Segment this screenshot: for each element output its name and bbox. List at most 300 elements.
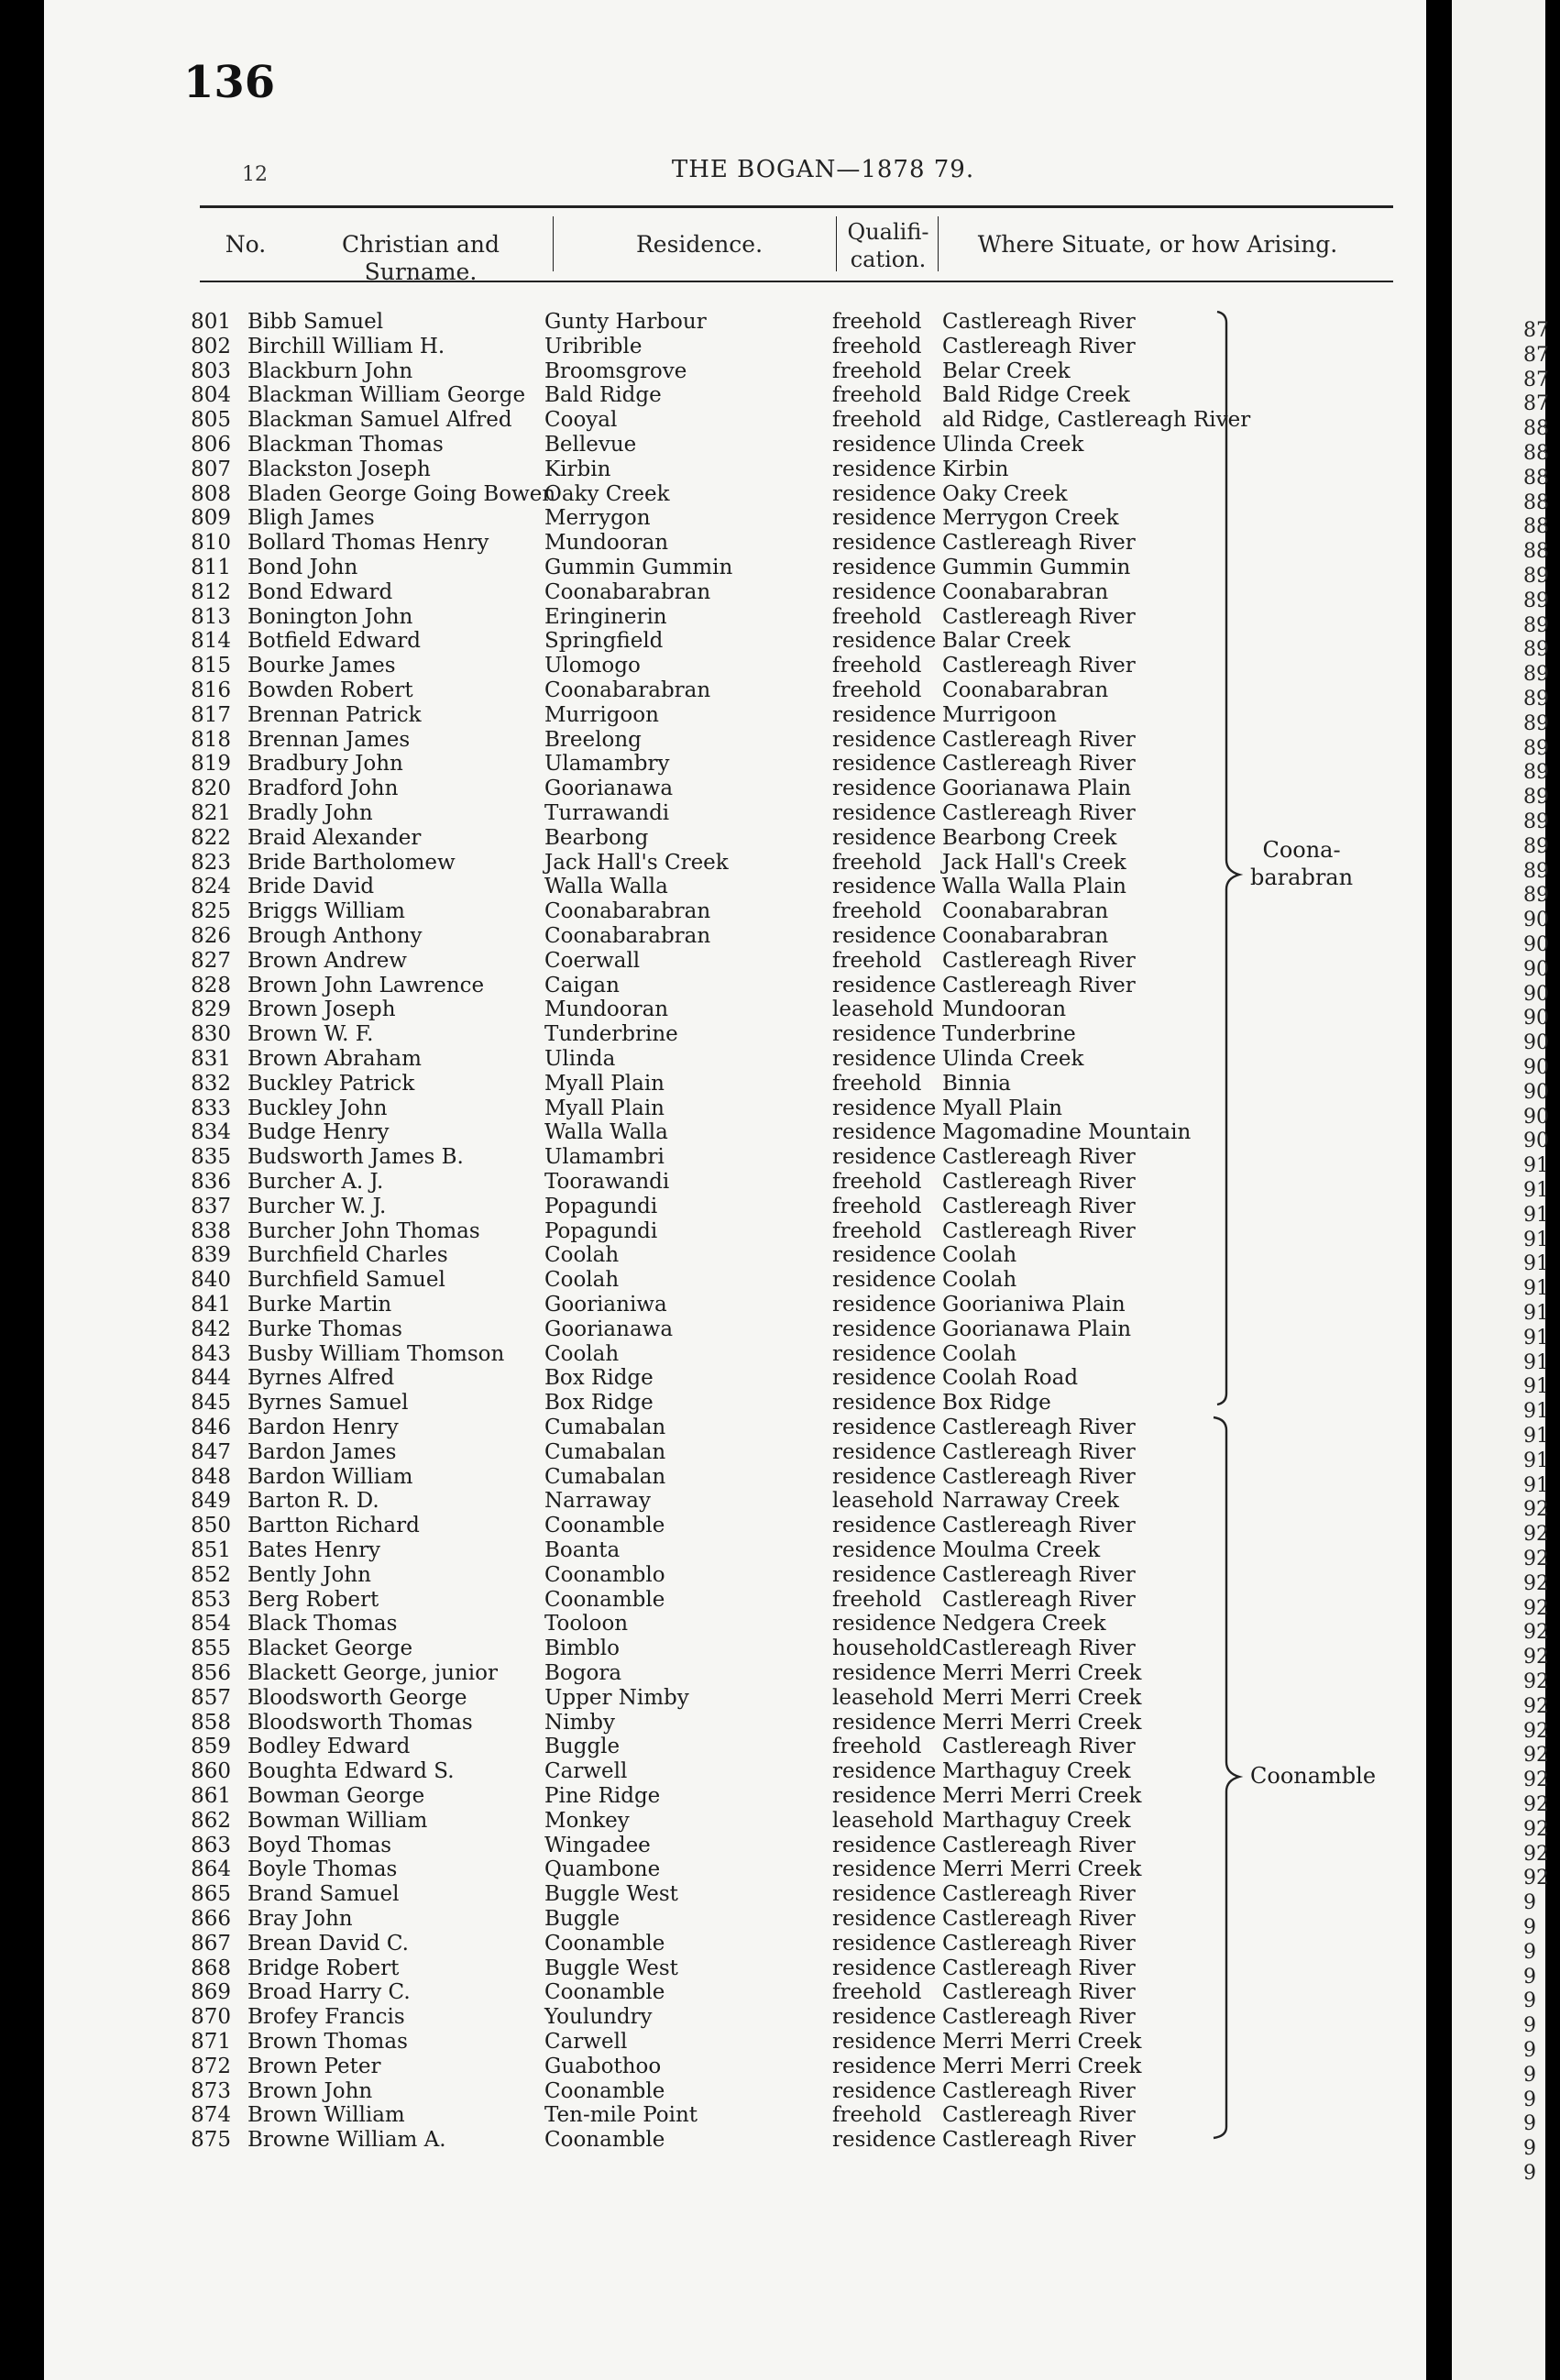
entry-number: 873 bbox=[191, 2078, 231, 2103]
entry-where-situate: Myall Plain bbox=[942, 1096, 1062, 1120]
district-bracket-coonamble bbox=[1214, 1417, 1239, 2138]
entry-where-situate: Nedgera Creek bbox=[942, 1612, 1106, 1636]
entry-number: 872 bbox=[191, 2054, 231, 2078]
entry-name: Bladen George Going Bowen bbox=[247, 481, 556, 506]
entry-qualification: residence bbox=[832, 1341, 937, 1366]
adjacent-page-number: 92 bbox=[1523, 1498, 1549, 1522]
adjacent-page-number: 9 bbox=[1523, 2137, 1536, 2161]
entry-number: 843 bbox=[191, 1341, 231, 1366]
entry-residence: Bald Ridge bbox=[544, 383, 662, 408]
entry-residence: Goorianawa bbox=[544, 1317, 674, 1341]
entry-residence: Coonabarabran bbox=[544, 678, 711, 702]
entry-where-situate: Goorianiwa Plain bbox=[942, 1293, 1126, 1317]
entry-name: Byrnes Samuel bbox=[247, 1391, 409, 1416]
entry-where-situate: Castlereagh River bbox=[942, 1194, 1136, 1218]
entry-name: Blackburn John bbox=[247, 358, 413, 383]
entry-qualification: residence bbox=[832, 1931, 937, 1956]
entry-qualification: freehold bbox=[832, 1170, 922, 1194]
entry-number: 857 bbox=[191, 1685, 231, 1710]
entry-number: 830 bbox=[191, 1022, 231, 1047]
entry-qualification: residence bbox=[832, 1956, 937, 1980]
adjacent-page-number: 88 bbox=[1523, 417, 1549, 441]
entry-number: 816 bbox=[191, 678, 231, 702]
entry-qualification: residence bbox=[832, 457, 937, 481]
entry-qualification: residence bbox=[832, 2078, 937, 2103]
entry-residence: Coonamble bbox=[544, 2078, 665, 2103]
entry-residence: Quambone bbox=[544, 1857, 661, 1882]
entry-name: Brough Anthony bbox=[247, 924, 423, 948]
entry-name: Brofey Francis bbox=[247, 2005, 405, 2030]
column-header-where: Where Situate, or how Arising. bbox=[977, 231, 1338, 258]
entry-where-situate: Binnia bbox=[942, 1071, 1011, 1096]
entry-residence: Carwell bbox=[544, 1759, 628, 1784]
entry-where-situate: ald Ridge, Castlereagh River bbox=[942, 408, 1251, 433]
entry-name: Broad Harry C. bbox=[247, 1980, 411, 2005]
entry-residence: Bearbong bbox=[544, 825, 649, 850]
entry-name: Bond John bbox=[247, 556, 358, 579]
entry-residence: Buggle bbox=[544, 1907, 621, 1931]
entry-residence: Cumabalan bbox=[544, 1416, 666, 1439]
entry-name: Bradly John bbox=[247, 801, 373, 825]
entry-qualification: residence bbox=[832, 1391, 937, 1416]
entry-name: Buckley Patrick bbox=[247, 1071, 415, 1096]
adjacent-page-number: 90 bbox=[1523, 909, 1549, 932]
entry-name: Bourke James bbox=[247, 654, 396, 678]
entry-where-situate: Moulma Creek bbox=[942, 1538, 1101, 1562]
adjacent-page-number: 9 bbox=[1523, 2063, 1536, 2087]
adjacent-page-number: 9 bbox=[1523, 1916, 1536, 1939]
entry-qualification: residence bbox=[832, 1759, 937, 1784]
adjacent-page-number: 92 bbox=[1523, 1621, 1549, 1645]
entry-name: Brown John Lawrence bbox=[247, 973, 485, 997]
adjacent-page-number: 89 bbox=[1523, 663, 1549, 687]
entry-where-situate: Castlereagh River bbox=[942, 2128, 1136, 2153]
entry-qualification: freehold bbox=[832, 310, 922, 334]
entry-name: Brown Abraham bbox=[247, 1047, 422, 1071]
adjacent-page-number: 88 bbox=[1523, 540, 1549, 564]
entry-number: 868 bbox=[191, 1956, 231, 1980]
entry-where-situate: Castlereagh River bbox=[942, 1882, 1136, 1907]
entry-qualification: residence bbox=[832, 825, 937, 850]
adjacent-page-number: 87 bbox=[1523, 343, 1549, 367]
entry-residence: Springfield bbox=[544, 629, 664, 654]
entry-number: 840 bbox=[191, 1268, 231, 1293]
entry-qualification: residence bbox=[832, 2030, 937, 2054]
entry-name: Brown W. F. bbox=[247, 1022, 374, 1047]
entry-name: Burchfield Charles bbox=[247, 1243, 448, 1268]
entry-name: Bowman George bbox=[247, 1784, 425, 1808]
entry-qualification: freehold bbox=[832, 899, 922, 924]
entry-name: Botfield Edward bbox=[247, 629, 421, 654]
entry-residence: Coonamblo bbox=[544, 1562, 665, 1587]
entry-name: Bardon Henry bbox=[247, 1416, 399, 1439]
entry-name: Burcher W. J. bbox=[247, 1194, 387, 1218]
entry-where-situate: Bearbong Creek bbox=[942, 825, 1117, 850]
adjacent-page-number: 92 bbox=[1523, 1670, 1549, 1693]
entry-qualification: residence bbox=[832, 1268, 937, 1293]
page-number: 136 bbox=[183, 57, 276, 108]
adjacent-page-number: 9 bbox=[1523, 1891, 1536, 1915]
entry-qualification: freehold bbox=[832, 2103, 922, 2128]
entry-residence: Myall Plain bbox=[544, 1071, 665, 1096]
entry-qualification: household bbox=[832, 1636, 942, 1661]
adjacent-page-number: 92 bbox=[1523, 1744, 1549, 1768]
entry-number: 871 bbox=[191, 2030, 231, 2054]
adjacent-page-number: 92 bbox=[1523, 1596, 1549, 1620]
entry-qualification: residence bbox=[832, 973, 937, 997]
entry-name: Burcher A. J. bbox=[247, 1170, 384, 1194]
entry-where-situate: Belar Creek bbox=[942, 358, 1071, 383]
entry-number: 837 bbox=[191, 1194, 231, 1218]
entry-residence: Ulamambry bbox=[544, 752, 670, 777]
adjacent-page-number: 9 bbox=[1523, 2014, 1536, 2038]
entry-where-situate: Coonabarabran bbox=[942, 579, 1109, 604]
entry-number: 827 bbox=[191, 948, 231, 973]
entry-where-situate: Merri Merri Creek bbox=[942, 1685, 1142, 1710]
entry-number: 870 bbox=[191, 2005, 231, 2030]
entry-residence: Turrawandi bbox=[544, 801, 670, 825]
entry-name: Bibb Samuel bbox=[247, 310, 384, 334]
entry-name: Bollard Thomas Henry bbox=[247, 531, 489, 556]
entry-where-situate: Castlereagh River bbox=[942, 752, 1136, 777]
entry-where-situate: Castlereagh River bbox=[942, 948, 1136, 973]
entry-where-situate: Merri Merri Creek bbox=[942, 1661, 1142, 1685]
adjacent-page-number: 89 bbox=[1523, 589, 1549, 612]
entry-number: 828 bbox=[191, 973, 231, 997]
entry-number: 806 bbox=[191, 433, 231, 457]
entry-number: 817 bbox=[191, 702, 231, 727]
entry-number: 819 bbox=[191, 752, 231, 777]
entry-qualification: residence bbox=[832, 777, 937, 801]
adjacent-page-number: 87 bbox=[1523, 319, 1549, 342]
entry-where-situate: Jack Hall's Creek bbox=[942, 850, 1126, 875]
entry-where-situate: Marthaguy Creek bbox=[942, 1759, 1131, 1784]
entry-name: Bradbury John bbox=[247, 752, 403, 777]
entry-qualification: leasehold bbox=[832, 997, 934, 1022]
adjacent-page-number: 89 bbox=[1523, 786, 1549, 810]
entry-number: 823 bbox=[191, 850, 231, 875]
entry-number: 824 bbox=[191, 875, 231, 899]
adjacent-page-number: 9 bbox=[1523, 2088, 1536, 2111]
entry-where-situate: Castlereagh River bbox=[942, 1980, 1136, 2005]
entry-residence: Coonabarabran bbox=[544, 899, 711, 924]
adjacent-page-number: 92 bbox=[1523, 1719, 1549, 1743]
entry-number: 826 bbox=[191, 924, 231, 948]
entry-where-situate: Castlereagh River bbox=[942, 1956, 1136, 1980]
entry-name: Boughta Edward S. bbox=[247, 1759, 455, 1784]
entry-where-situate: Merrygon Creek bbox=[942, 506, 1119, 531]
entry-where-situate: Castlereagh River bbox=[942, 531, 1136, 556]
entry-qualification: residence bbox=[832, 556, 937, 579]
entry-residence: Bogora bbox=[544, 1661, 622, 1685]
entry-number: 833 bbox=[191, 1096, 231, 1120]
entry-qualification: residence bbox=[832, 1464, 937, 1489]
entry-residence: Tooloon bbox=[544, 1612, 629, 1636]
entry-qualification: residence bbox=[832, 1145, 937, 1170]
entry-where-situate: Merri Merri Creek bbox=[942, 1857, 1142, 1882]
entry-qualification: residence bbox=[832, 1416, 937, 1439]
entry-name: Bonington John bbox=[247, 604, 413, 629]
entry-name: Busby William Thomson bbox=[247, 1341, 505, 1366]
entry-number: 822 bbox=[191, 825, 231, 850]
entry-where-situate: Castlereagh River bbox=[942, 1587, 1136, 1612]
entry-number: 834 bbox=[191, 1120, 231, 1145]
adjacent-page-number: 89 bbox=[1523, 565, 1549, 588]
entry-qualification: residence bbox=[832, 579, 937, 604]
entry-where-situate: Castlereagh River bbox=[942, 1636, 1136, 1661]
adjacent-page-number: 92 bbox=[1523, 1571, 1549, 1595]
adjacent-page-number: 92 bbox=[1523, 1523, 1549, 1547]
entry-number: 810 bbox=[191, 531, 231, 556]
entry-qualification: residence bbox=[832, 1907, 937, 1931]
entry-residence: Wingadee bbox=[544, 1833, 651, 1857]
adjacent-page-number: 91 bbox=[1523, 1252, 1549, 1276]
adjacent-page-number: 91 bbox=[1523, 1375, 1549, 1399]
entry-number: 854 bbox=[191, 1612, 231, 1636]
adjacent-page-number: 92 bbox=[1523, 1793, 1549, 1816]
entry-residence: Eringinerin bbox=[544, 604, 667, 629]
column-header-name: Christian and Surname. bbox=[341, 231, 500, 285]
entry-qualification: residence bbox=[832, 1882, 937, 1907]
entry-name: Bloodsworth George bbox=[247, 1685, 467, 1710]
entry-name: Brown Thomas bbox=[247, 2030, 408, 2054]
entry-where-situate: Castlereagh River bbox=[942, 801, 1136, 825]
entry-where-situate: Castlereagh River bbox=[942, 1218, 1136, 1243]
entry-name: Budsworth James B. bbox=[247, 1145, 464, 1170]
entry-qualification: residence bbox=[832, 1784, 937, 1808]
entry-residence: Youlundry bbox=[544, 2005, 653, 2030]
adjacent-page-number: 90 bbox=[1523, 933, 1549, 956]
adjacent-page-number: 90 bbox=[1523, 1080, 1549, 1104]
adjacent-page-number: 92 bbox=[1523, 1548, 1549, 1570]
entry-qualification: residence bbox=[832, 1366, 937, 1391]
entry-number: 874 bbox=[191, 2103, 231, 2128]
entry-name: Brennan Patrick bbox=[247, 702, 422, 727]
entry-qualification: residence bbox=[832, 1538, 937, 1562]
entry-where-situate: Castlereagh River bbox=[942, 1833, 1136, 1857]
entry-where-situate: Coonabarabran bbox=[942, 924, 1109, 948]
entry-name: Bowman William bbox=[247, 1808, 428, 1833]
entry-residence: Coolah bbox=[544, 1341, 620, 1366]
entry-where-situate: Merri Merri Creek bbox=[942, 1784, 1142, 1808]
entry-residence: Ten-mile Point bbox=[544, 2103, 698, 2128]
entry-name: Bartton Richard bbox=[247, 1514, 420, 1538]
entry-qualification: freehold bbox=[832, 678, 922, 702]
adjacent-page-number: 9 bbox=[1523, 2039, 1536, 2062]
entry-name: Braid Alexander bbox=[247, 825, 422, 850]
entry-residence: Coonabarabran bbox=[544, 579, 711, 604]
entry-qualification: residence bbox=[832, 1022, 937, 1047]
entry-name: Bray John bbox=[247, 1907, 353, 1931]
entry-where-situate: Castlereagh River bbox=[942, 973, 1136, 997]
entry-number: 849 bbox=[191, 1489, 231, 1514]
adjacent-page-number: 90 bbox=[1523, 1129, 1549, 1153]
entry-residence: Gunty Harbour bbox=[544, 310, 707, 334]
entry-name: Berg Robert bbox=[247, 1587, 379, 1612]
entry-number: 832 bbox=[191, 1071, 231, 1096]
entry-residence: Narraway bbox=[544, 1489, 651, 1514]
entry-name: Black Thomas bbox=[247, 1612, 398, 1636]
entry-residence: Popagundi bbox=[544, 1194, 658, 1218]
entry-where-situate: Coolah bbox=[942, 1243, 1017, 1268]
adjacent-page-number: 91 bbox=[1523, 1302, 1549, 1325]
adjacent-page-number: 92 bbox=[1523, 1694, 1549, 1718]
entry-residence: Carwell bbox=[544, 2030, 628, 2054]
entry-where-situate: Murrigoon bbox=[942, 702, 1057, 727]
entry-number: 861 bbox=[191, 1784, 231, 1808]
adjacent-page-number: 91 bbox=[1523, 1425, 1549, 1448]
entry-number: 875 bbox=[191, 2128, 231, 2153]
entry-where-situate: Tunderbrine bbox=[942, 1022, 1076, 1047]
adjacent-page-number: 89 bbox=[1523, 859, 1549, 883]
entry-where-situate: Castlereagh River bbox=[942, 1170, 1136, 1194]
entry-where-situate: Mundooran bbox=[942, 997, 1067, 1022]
entry-residence: Tunderbrine bbox=[544, 1022, 678, 1047]
adjacent-page-number: 9 bbox=[1523, 2162, 1536, 2185]
entry-qualification: residence bbox=[832, 727, 937, 752]
entry-qualification: leasehold bbox=[832, 1489, 934, 1514]
entry-qualification: residence bbox=[832, 1439, 937, 1464]
entry-residence: Broomsgrove bbox=[544, 358, 687, 383]
entry-residence: Coonamble bbox=[544, 2128, 665, 2153]
entry-name: Briggs William bbox=[247, 899, 405, 924]
entry-residence: Coolah bbox=[544, 1268, 620, 1293]
entry-where-situate: Castlereagh River bbox=[942, 1907, 1136, 1931]
district-brackets bbox=[44, 0, 1426, 2380]
entry-residence: Breelong bbox=[544, 727, 642, 752]
entry-number: 850 bbox=[191, 1514, 231, 1538]
entry-qualification: residence bbox=[832, 1243, 937, 1268]
entry-number: 864 bbox=[191, 1857, 231, 1882]
entry-residence: Goorianiwa bbox=[544, 1293, 667, 1317]
entry-qualification: residence bbox=[832, 801, 937, 825]
entry-number: 863 bbox=[191, 1833, 231, 1857]
adjacent-page-number: 91 bbox=[1523, 1473, 1549, 1497]
adjacent-page-number: 89 bbox=[1523, 711, 1549, 735]
entry-qualification: residence bbox=[832, 1120, 937, 1145]
entry-residence: Murrigoon bbox=[544, 702, 659, 727]
entry-number: 856 bbox=[191, 1661, 231, 1685]
entry-number: 865 bbox=[191, 1882, 231, 1907]
entry-where-situate: Coonabarabran bbox=[942, 899, 1109, 924]
entry-residence: Bimblo bbox=[544, 1636, 620, 1661]
entry-qualification: freehold bbox=[832, 358, 922, 383]
entry-residence: Mundooran bbox=[544, 997, 669, 1022]
entry-name: Buckley John bbox=[247, 1096, 388, 1120]
entry-residence: Coonamble bbox=[544, 1587, 665, 1612]
entry-number: 801 bbox=[191, 310, 231, 334]
entry-number: 818 bbox=[191, 727, 231, 752]
entry-number: 846 bbox=[191, 1416, 231, 1439]
adjacent-page-number: 89 bbox=[1523, 688, 1549, 711]
entry-number: 838 bbox=[191, 1218, 231, 1243]
entry-residence: Pine Ridge bbox=[544, 1784, 661, 1808]
entry-qualification: freehold bbox=[832, 654, 922, 678]
column-header-qualification: Qualifi- cation. bbox=[847, 219, 929, 272]
entry-qualification: freehold bbox=[832, 604, 922, 629]
entry-name: Bride David bbox=[247, 875, 375, 899]
entry-where-situate: Castlereagh River bbox=[942, 1464, 1136, 1489]
entry-number: 859 bbox=[191, 1735, 231, 1759]
entry-residence: Nimby bbox=[544, 1710, 616, 1735]
signature-mark: 12 bbox=[242, 163, 268, 186]
entry-qualification: residence bbox=[832, 481, 937, 506]
entry-residence: Jack Hall's Creek bbox=[544, 850, 729, 875]
entry-where-situate: Walla Walla Plain bbox=[942, 875, 1126, 899]
entry-residence: Popagundi bbox=[544, 1218, 658, 1243]
entry-number: 858 bbox=[191, 1710, 231, 1735]
adjacent-page-number: 91 bbox=[1523, 1203, 1549, 1227]
adjacent-page-number: 92 bbox=[1523, 1646, 1549, 1669]
register-page bbox=[44, 0, 1426, 2380]
entry-name: Blacket George bbox=[247, 1636, 413, 1661]
entry-number: 807 bbox=[191, 457, 231, 481]
adjacent-page-number: 92 bbox=[1523, 1842, 1549, 1866]
entry-number: 839 bbox=[191, 1243, 231, 1268]
entry-residence: Boanta bbox=[544, 1538, 621, 1562]
entry-number: 860 bbox=[191, 1759, 231, 1784]
entry-name: Brown Peter bbox=[247, 2054, 381, 2078]
entry-where-situate: Oaky Creek bbox=[942, 481, 1068, 506]
entry-number: 825 bbox=[191, 899, 231, 924]
entry-where-situate: Coolah bbox=[942, 1341, 1017, 1366]
entry-name: Bardon William bbox=[247, 1464, 413, 1489]
adjacent-page-number: 9 bbox=[1523, 2112, 1536, 2136]
entry-name: Bond Edward bbox=[247, 579, 393, 604]
entry-where-situate: Castlereagh River bbox=[942, 2005, 1136, 2030]
adjacent-page-number: 90 bbox=[1523, 1007, 1549, 1030]
entry-number: 829 bbox=[191, 997, 231, 1022]
adjacent-page-number: 87 bbox=[1523, 368, 1549, 391]
district-label-coonamble: Coonamble bbox=[1250, 1763, 1377, 1789]
entry-where-situate: Coonabarabran bbox=[942, 678, 1109, 702]
entry-residence: Oaky Creek bbox=[544, 481, 670, 506]
entry-qualification: freehold bbox=[832, 334, 922, 358]
entry-where-situate: Castlereagh River bbox=[942, 2078, 1136, 2103]
entry-number: 836 bbox=[191, 1170, 231, 1194]
entry-residence: Walla Walla bbox=[544, 1120, 668, 1145]
adjacent-page-number: 91 bbox=[1523, 1154, 1549, 1178]
entry-qualification: residence bbox=[832, 752, 937, 777]
entry-number: 866 bbox=[191, 1907, 231, 1931]
entry-qualification: residence bbox=[832, 1047, 937, 1071]
entry-name: Blackman William George bbox=[247, 383, 526, 408]
adjacent-page-number: 87 bbox=[1523, 392, 1549, 416]
entry-number: 811 bbox=[191, 556, 231, 579]
entry-number: 812 bbox=[191, 579, 231, 604]
adjacent-page-number: 89 bbox=[1523, 638, 1549, 662]
entry-qualification: freehold bbox=[832, 948, 922, 973]
entry-where-situate: Ulinda Creek bbox=[942, 1047, 1084, 1071]
adjacent-page-number: 92 bbox=[1523, 1867, 1549, 1890]
entry-residence: Coonamble bbox=[544, 1514, 665, 1538]
entry-where-situate: Castlereagh River bbox=[942, 1416, 1136, 1439]
entry-residence: Goorianawa bbox=[544, 777, 674, 801]
entry-name: Burchfield Samuel bbox=[247, 1268, 445, 1293]
entry-where-situate: Castlereagh River bbox=[942, 310, 1136, 334]
entry-residence: Buggle bbox=[544, 1735, 621, 1759]
entry-name: Bodley Edward bbox=[247, 1735, 411, 1759]
entry-name: Blackett George, junior bbox=[247, 1661, 498, 1685]
entry-name: Brown Andrew bbox=[247, 948, 407, 973]
entry-name: Burke Thomas bbox=[247, 1317, 402, 1341]
adjacent-page-number: 91 bbox=[1523, 1277, 1549, 1301]
adjacent-page-number: 91 bbox=[1523, 1350, 1549, 1374]
entry-qualification: residence bbox=[832, 1710, 937, 1735]
adjacent-page-number: 91 bbox=[1523, 1179, 1549, 1202]
entry-residence: Myall Plain bbox=[544, 1096, 665, 1120]
entry-number: 841 bbox=[191, 1293, 231, 1317]
